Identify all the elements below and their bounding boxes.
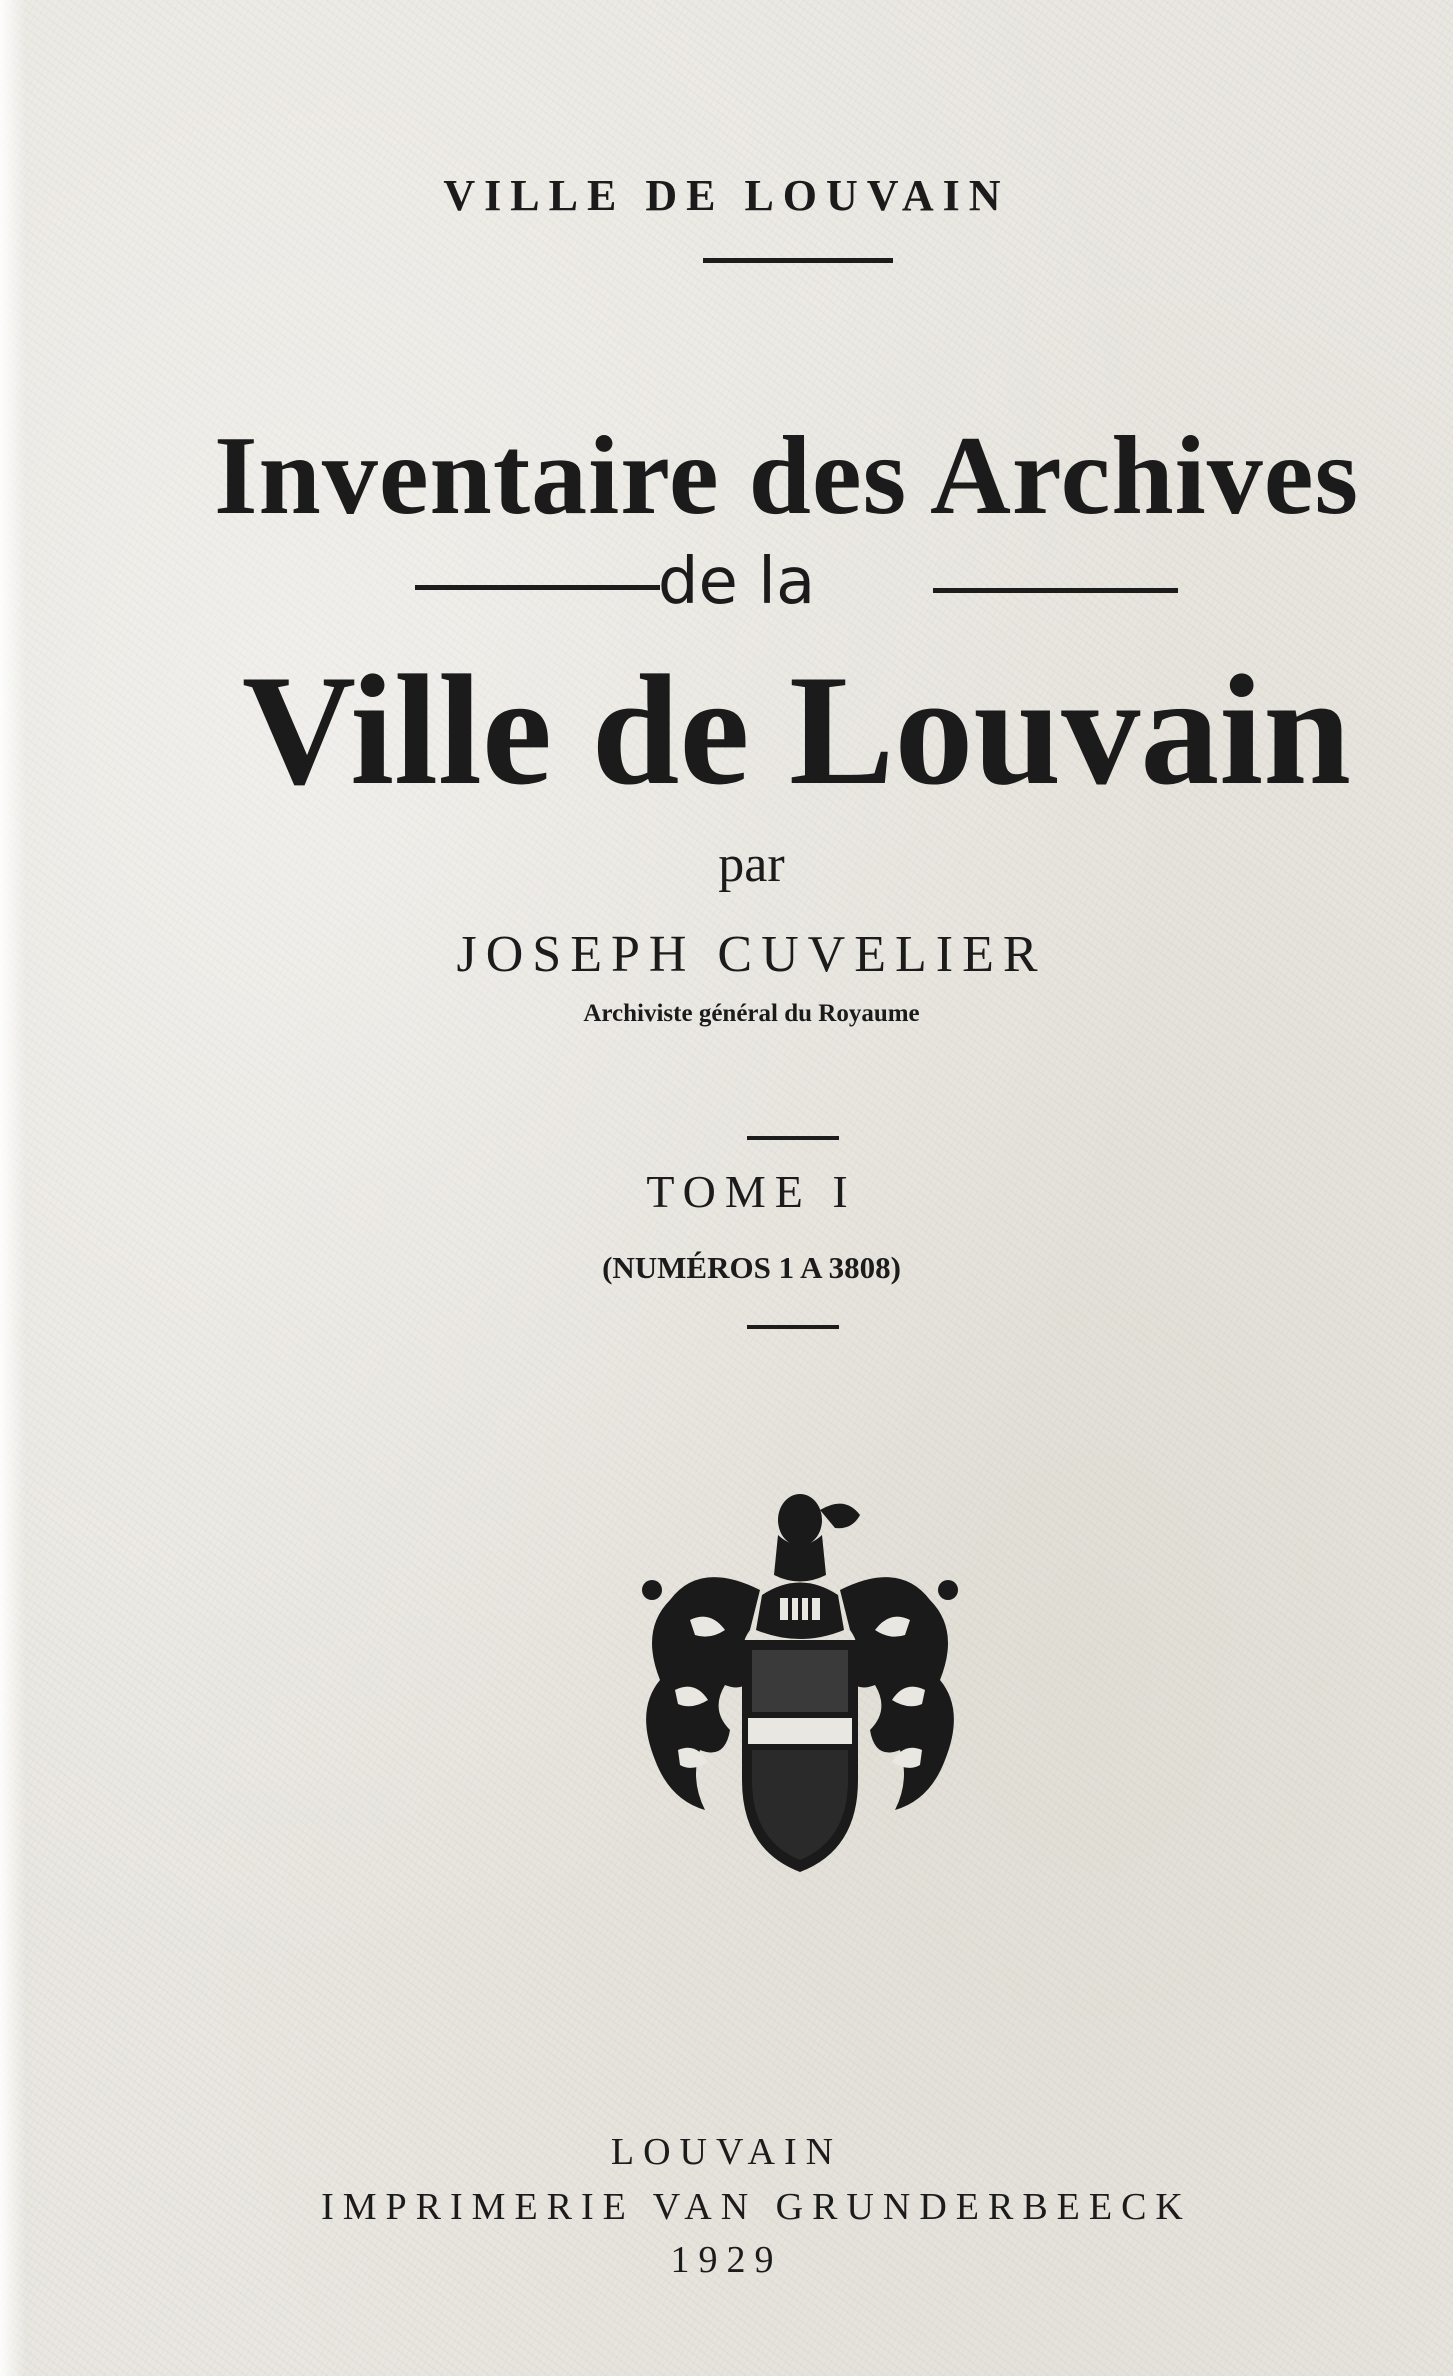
- title-connector: de la: [657, 545, 816, 619]
- volume-label: TOME I: [646, 1166, 857, 1217]
- author-role: Archiviste général du Royaume: [583, 1000, 920, 1027]
- volume-rule-bottom: [747, 1325, 839, 1329]
- author-name: JOSEPH CUVELIER: [456, 926, 1047, 983]
- title-rule-right: [933, 588, 1178, 593]
- imprint-printer: IMPRIMERIE VAN GRUNDERBEECK: [321, 2186, 1192, 2228]
- volume-rule-top: [747, 1136, 839, 1140]
- imprint-year: 1929: [670, 2239, 783, 2281]
- title-line-1: Inventaire des Archives: [213, 414, 1360, 538]
- series-header: VILLE DE LOUVAIN: [443, 171, 1010, 220]
- imprint-city: LOUVAIN: [610, 2131, 843, 2173]
- series-rule: [703, 258, 893, 263]
- volume-range: (NUMÉROS 1 A 3808): [602, 1250, 901, 1285]
- by-label: par: [718, 836, 785, 893]
- title-line-2: Ville de Louvain: [241, 643, 1352, 818]
- coat-of-arms-icon: [630, 1480, 970, 1875]
